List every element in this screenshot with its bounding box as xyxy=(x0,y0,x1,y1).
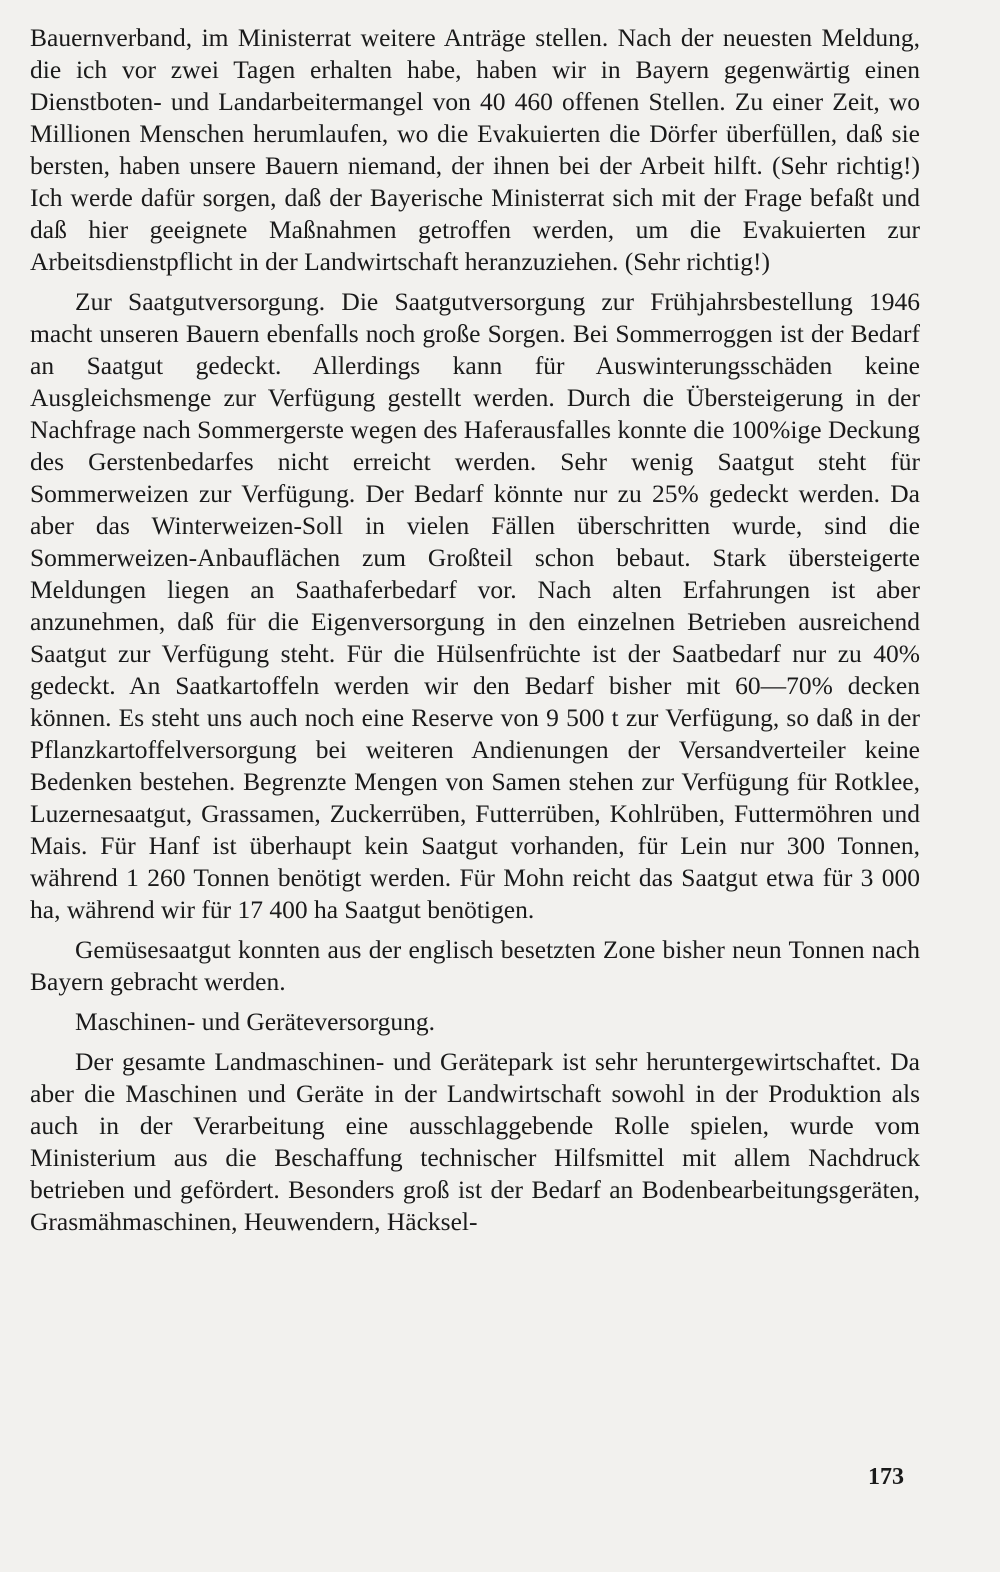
paragraph-1: Bauernverband, im Ministerrat weitere Anträge stellen. Nach der neuesten Meldung, die ich vor zwei Tagen erhalten habe, haben wir in Bayern gegenwärtig einen Dienstboten- und Landarbeitermangel von 40 460 offenen Stellen. Zu einer Zeit, wo Millionen Menschen herumlaufen, wo die Evakuierten die Dörfer überfüllen, daß sie bersten, haben unsere Bauern niemand, der ihnen bei der Arbeit hilft. (Sehr richtig!) Ich werde dafür sorgen, daß der Bayerische Ministerrat sich mit der Frage befaßt und daß hier geeignete Maßnahmen getroffen werden, um die Evakuierten zur Arbeitsdienstpflicht in der Landwirtschaft heranzuziehen. (Sehr richtig!) xyxy=(30,23,920,276)
body-text xyxy=(30,22,920,1238)
paragraph-3: Gemüsesaatgut konnten aus der englisch besetzten Zone bisher neun Tonnen nach Bayern gebracht werden. xyxy=(30,935,920,996)
paragraph-2: Zur Saatgutversorgung. Die Saatgutversorgung zur Frühjahrsbestellung 1946 macht unseren Bauern ebenfalls noch große Sorgen. Bei Sommerroggen ist der Bedarf an Saatgut gedeckt. Allerdings kann für Auswinterungsschäden keine Ausgleichsmenge zur Verfügung gestellt werden. Durch die Übersteigerung in der Nachfrage nach Sommergerste wegen des Haferausfalles konnte die 100%ige Deckung des Gerstenbedarfes nicht erreicht werden. Sehr wenig Saatgut steht für Sommerweizen zur Verfügung. Der Bedarf könnte nur zu 25% gedeckt werden. Da aber das Winterweizen-Soll in vielen Fällen überschritten wurde, sind die Sommerweizen-Anbauflächen zum Großteil schon bebaut. Stark übersteigerte Meldungen liegen an Saathaferbedarf vor. Nach alten Erfahrungen ist aber anzunehmen, daß für die Eigenversorgung in den einzelnen Betrieben ausreichend Saatgut zur Verfügung steht. Für die Hülsenfrüchte ist der Saatbedarf nur zu 40% gedeckt. An Saatkartoffeln werden wir den Bedarf bisher mit 60—70% decken können. Es steht uns auch noch eine Reserve von 9 500 t zur Verfügung, so daß in der Pflanzkartoffelversorgung bei weiteren Andienungen der Versandverteiler keine Bedenken bestehen. Begrenzte Mengen von Samen stehen zur Verfügung für Rotklee, Luzernesaatgut, Grassamen, Zuckerrüben, Futterrüben, Kohlrüben, Futtermöhren und Mais. Für Hanf ist überhaupt kein Saatgut vorhanden, für Lein nur 300 Tonnen, während 1 260 Tonnen benötigt werden. Für Mohn reicht das Saatgut etwa für 3 000 ha, während wir für 17 400 ha Saatgut benötigen. xyxy=(30,287,920,924)
page-number: 173 xyxy=(868,1464,904,1490)
paragraph-5: Der gesamte Landmaschinen- und Gerätepark ist sehr heruntergewirtschaftet. Da aber die Maschinen und Geräte in der Landwirtschaft sowohl in der Produktion als auch in der Verarbeitung eine ausschlaggebende Rolle spielen, wurde vom Ministerium aus die Beschaffung technischer Hilfsmittel mit allem Nachdruck betrieben und gefördert. Besonders groß ist der Bedarf an Bodenbearbeitungsgeräten, Grasmähmaschinen, Heuwendern, Häcksel- xyxy=(30,1047,920,1236)
paragraph-4: Maschinen- und Geräteversorgung. xyxy=(75,1007,435,1036)
